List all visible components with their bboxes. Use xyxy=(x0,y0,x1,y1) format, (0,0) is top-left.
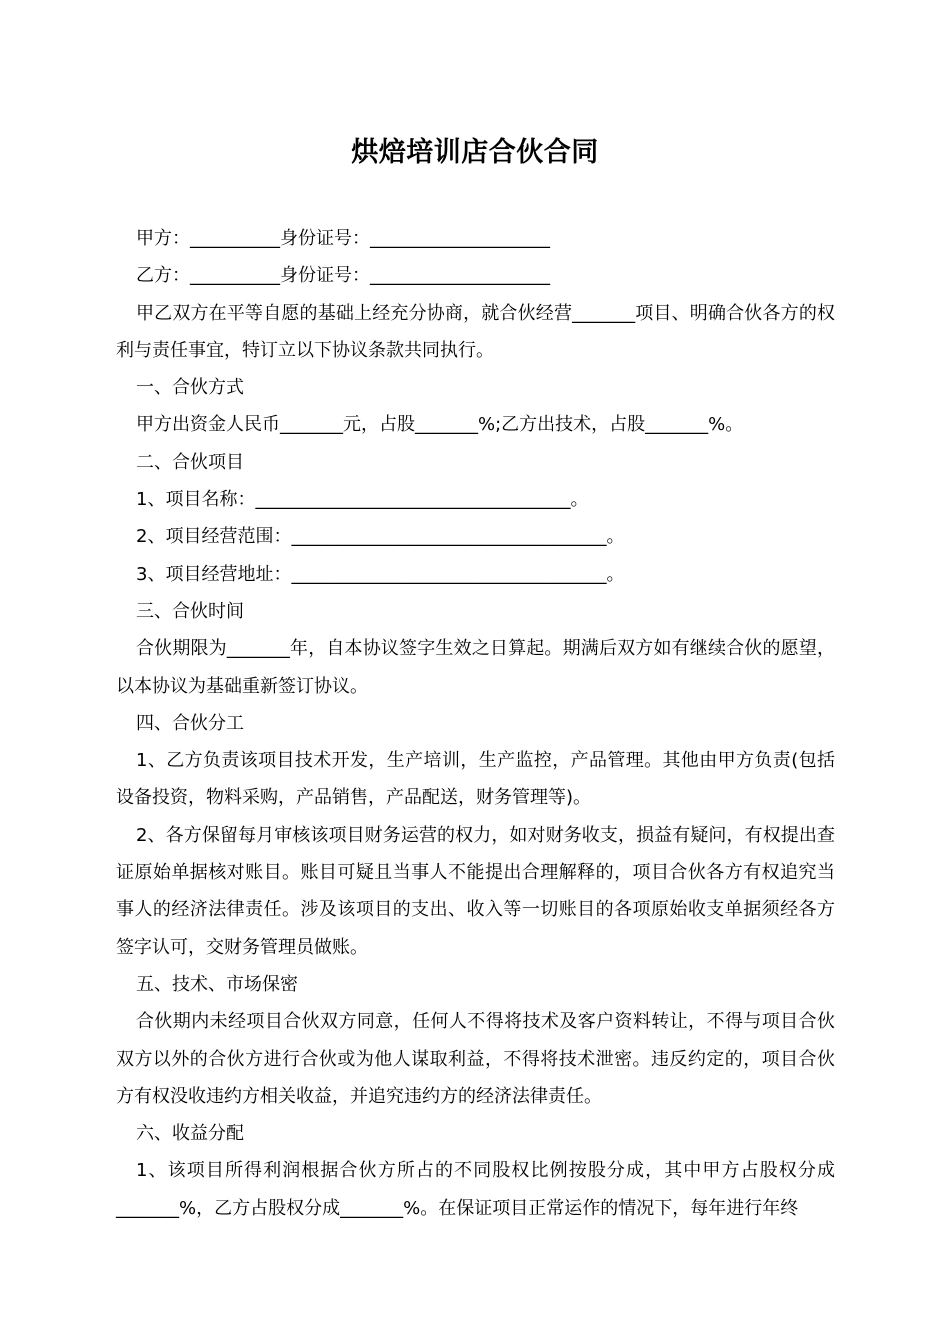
partnership-term-paragraph: 合伙期限为_______年，自本协议签字生效之日算起。期满后双方如有继续合伙的愿望，以本协议为基础重新签订协议。 xyxy=(116,638,835,697)
document-title: 烘焙培训店合伙合同 xyxy=(351,137,599,168)
section-heading-division-of-work: 四、合伙分工 xyxy=(136,712,244,734)
profit-distribution-clause-1: 1、该项目所得利润根据合伙方所占的不同股权比例按股分成，其中甲方占股权分成_______%，乙方占股权分成_______%。在保证项目正常运作的情况下，每年进行年终 xyxy=(116,1160,835,1219)
section-heading-profit-distribution: 六、收益分配 xyxy=(136,1123,244,1145)
section-heading-confidentiality: 五、技术、市场保密 xyxy=(136,973,298,995)
party-b-line: 乙方：__________身份证号：____________________ xyxy=(136,265,550,287)
section-heading-partnership-method: 一、合伙方式 xyxy=(136,377,244,399)
section-heading-partnership-term: 三、合伙时间 xyxy=(136,600,244,622)
party-a-line: 甲方：__________身份证号：____________________ xyxy=(136,228,550,249)
confidentiality-paragraph: 合伙期内未经项目合伙双方同意，任何人不得将技术及客户资料转让，不得与项目合伙双方以外的合伙方进行合伙或为他人谋取利益，不得将技术泄密。违反约定的，项目合伙方有权没收违约方相关收益，并追究违约方的经济法律责任。 xyxy=(116,1011,835,1107)
project-address-line: 3、项目经营地址：___________________________________。 xyxy=(136,563,625,585)
division-of-work-clause-2: 2、各方保留每月审核该项目财务运营的权力，如对财务收支，损益有疑问，有权提出查证原始单据核对账目。账目可疑且当事人不能提出合理解释的，项目合伙各方有权追究当事人的经济法律责任。涉及该项目的支出、收入等一切账目的各项原始收支单据须经各方签字认可，交财务管理员做账。 xyxy=(116,824,835,958)
division-of-work-clause-1: 1、乙方负责该项目技术开发，生产培训，生产监控，产品管理。其他由甲方负责(包括设备投资，物料采购，产品销售，产品配送，财务管理等)。 xyxy=(116,750,835,809)
preamble-paragraph: 甲乙双方在平等自愿的基础上经充分协商，就合伙经营_______项目、明确合伙各方的权利与责任事宜，特订立以下协议条款共同执行。 xyxy=(116,302,835,361)
project-name-line: 1、项目名称：___________________________________。 xyxy=(136,489,589,511)
partnership-method-paragraph: 甲方出资金人民币_______元，占股_______%;乙方出技术，占股_______%。 xyxy=(136,414,744,436)
project-scope-line: 2、项目经营范围：___________________________________。 xyxy=(136,526,625,548)
document-body xyxy=(116,220,835,1227)
section-heading-partnership-project: 二、合伙项目 xyxy=(136,451,244,473)
